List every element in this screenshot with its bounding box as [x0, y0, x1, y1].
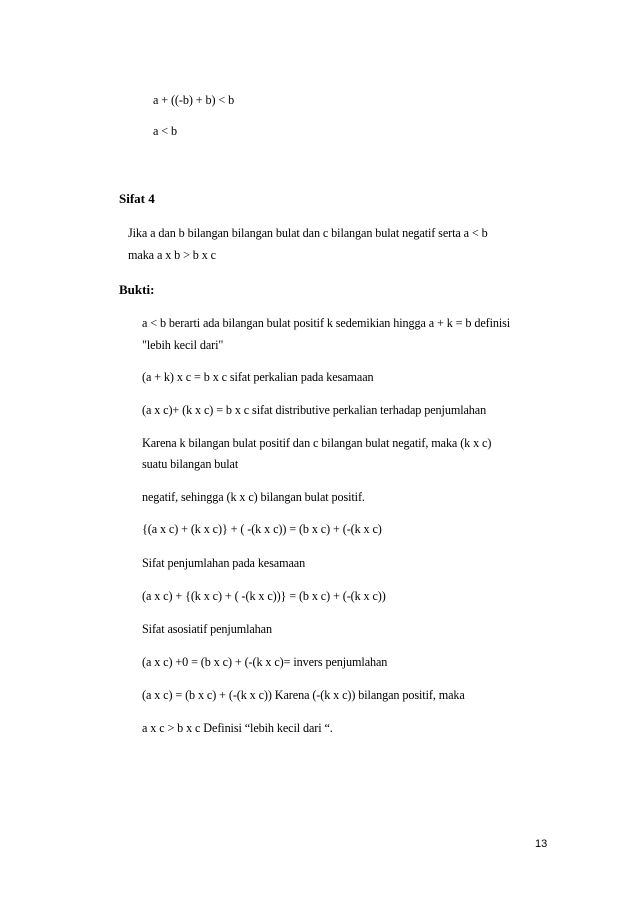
- equation-line: a + ((-b) + b) < b: [153, 93, 235, 107]
- proof-line: Karena k bilangan bulat positif dan c bilangan bulat negatif, maka (k x c): [142, 436, 492, 450]
- proof-line: (a x c) = (b x c) + (-(k x c)) Karena (-(k x c)) bilangan positif, maka: [142, 688, 465, 702]
- proof-line: (a + k) x c = b x c sifat perkalian pada kesamaan: [142, 370, 374, 384]
- equation-line: a < b: [153, 124, 177, 138]
- section-heading-bukti: Bukti:: [119, 282, 155, 297]
- proof-line: negatif, sehingga (k x c) bilangan bulat positif.: [142, 490, 365, 504]
- proof-line: a x c > b x c Definisi “lebih kecil dari “.: [142, 721, 333, 735]
- statement-line: maka a x b > b x c: [128, 248, 216, 262]
- statement-line: Jika a dan b bilangan bilangan bulat dan c bilangan bulat negatif serta a < b: [128, 226, 488, 240]
- proof-line: (a x c) +0 = (b x c) + (-(k x c)= invers penjumlahan: [142, 655, 388, 669]
- proof-line: "lebih kecil dari": [142, 338, 224, 352]
- section-heading-sifat: Sifat 4: [119, 191, 155, 206]
- proof-line: (a x c) + {(k x c) + ( -(k x c))} = (b x c) + (-(k x c)): [142, 589, 386, 603]
- proof-line: Sifat penjumlahan pada kesamaan: [142, 556, 306, 570]
- proof-line: (a x c)+ (k x c) = b x c sifat distributive perkalian terhadap penjumlahan: [142, 403, 487, 417]
- proof-line: {(a x c) + (k x c)} + ( -(k x c)) = (b x c) + (-(k x c): [142, 522, 382, 536]
- proof-line: suatu bilangan bulat: [142, 457, 239, 471]
- proof-line: Sifat asosiatif penjumlahan: [142, 622, 272, 636]
- page-number: 13: [535, 838, 548, 850]
- proof-line: a < b berarti ada bilangan bulat positif k sedemikian hingga a + k = b definisi: [142, 316, 511, 330]
